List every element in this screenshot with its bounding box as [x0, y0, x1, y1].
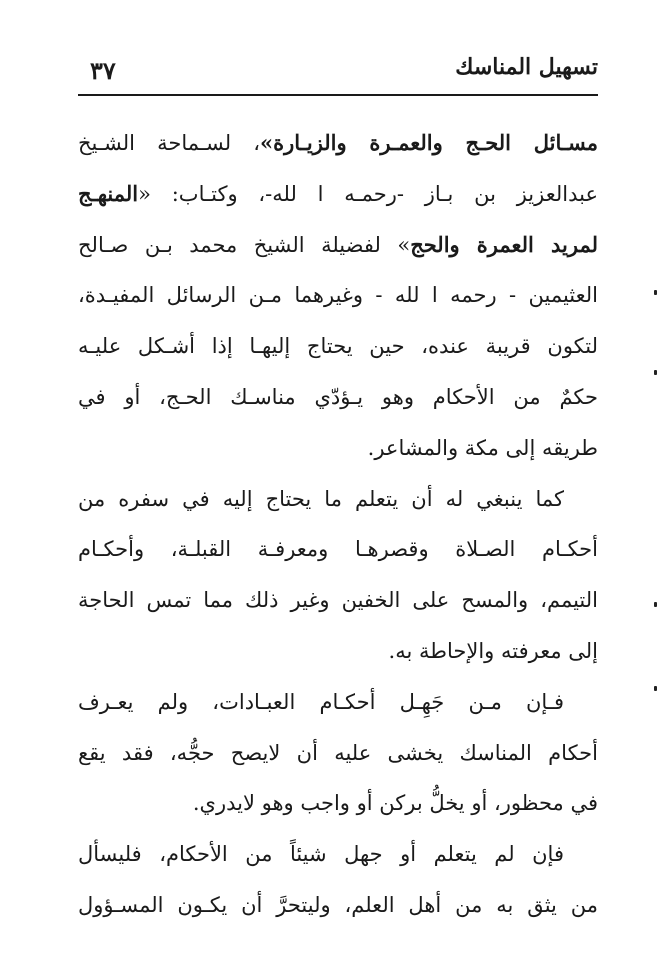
text-line — [78, 626, 598, 677]
text-span: عبدالعزيز بن بـاز -رحمـه ا لله-، وكتـاب: « — [138, 181, 598, 206]
text-span: في محظور، أو يخلُّ بركن أو واجب وهو لايدري. — [192, 791, 598, 816]
text-line — [78, 829, 598, 880]
text-span: طريقه إلى مكة والمشاعر. — [367, 435, 598, 460]
margin-mark — [654, 370, 657, 375]
text-line — [78, 575, 598, 626]
text-span: التيمم، والمسح على الخفين وغير ذلك مما تمس الحاجة — [78, 588, 598, 613]
bold-title-span: المنهـج — [78, 180, 139, 206]
text-line — [78, 169, 598, 220]
text-line — [78, 474, 598, 525]
text-line — [78, 118, 598, 169]
text-span: من يثق به من أهل العلم، وليتحرَّ أن يكـون المسـؤول — [78, 892, 598, 917]
text-span: إلى معرفته والإحاطة به. — [388, 638, 598, 663]
text-line — [78, 270, 598, 321]
text-span: ، لسـماحة الشـيخ — [78, 131, 261, 155]
page-number: ٣٧ — [90, 56, 116, 85]
text-span: كما ينبغي له أن يتعلم ما يحتاج إليه في سفره من — [78, 486, 564, 511]
text-line — [78, 677, 598, 728]
text-line — [78, 728, 598, 779]
text-span: فـإن مـن جَهِـل أحكـام العبـادات، ولم يعـرف — [78, 689, 564, 714]
text-span: أحكام المناسك يخشى عليه أن لايصح حجُّه، فقد يقع — [78, 740, 598, 765]
margin-mark — [654, 602, 657, 607]
text-line — [78, 372, 598, 423]
text-span: أحكـام الصـلاة وقصرهـا ومعرفـة القبلـة، وأحكـام — [78, 537, 598, 562]
bold-title-span: مسـائل الحـج والعمـرة والزيـارة» — [260, 130, 598, 155]
text-span: فإن لم يتعلم أو جهل شيئاً من الأحكام، فليسأل — [78, 842, 564, 867]
bold-title-span: لمريد العمرة والحج — [410, 231, 598, 257]
text-line — [78, 778, 598, 829]
margin-mark — [654, 290, 657, 295]
text-span: لتكون قريبة عنده، حين يحتاج إليهـا إذا أشـكل عليـه — [78, 334, 598, 359]
text-line — [78, 524, 598, 575]
text-span: حكمٌ من الأحكام وهو يـؤدّي مناسـك الحـج، أو في — [78, 384, 598, 409]
text-line — [78, 423, 598, 474]
header-rule — [78, 94, 598, 96]
text-line — [78, 321, 598, 372]
body-text — [78, 118, 598, 931]
page-header — [78, 52, 598, 94]
text-line — [78, 880, 598, 931]
running-title: تسهيل المناسك — [455, 54, 598, 80]
margin-mark — [654, 686, 657, 691]
text-span: » لفضيلة الشيخ محمد بـن صـالح — [78, 232, 411, 257]
text-span: العثيمين - رحمه ا لله - وغيرهما مـن الرسائل المفيـدة، — [78, 283, 598, 308]
text-line — [78, 220, 598, 271]
